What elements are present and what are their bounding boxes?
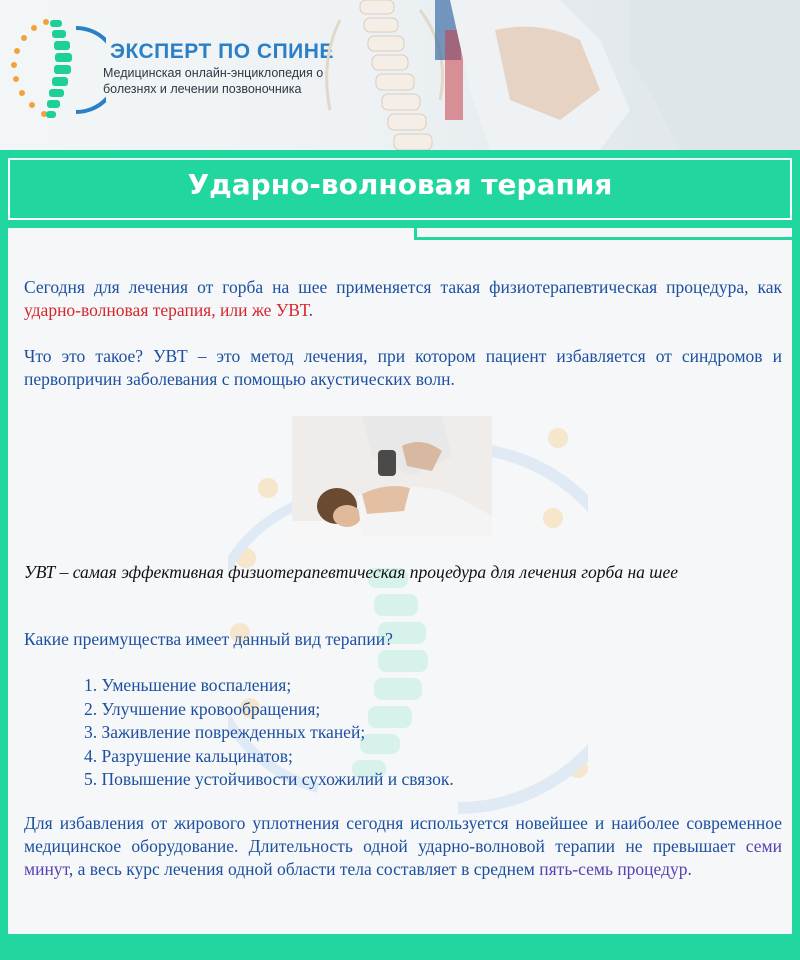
list-item: 5. Повышение устойчивости сухожилий и связок.: [84, 769, 454, 789]
list-item: 1. Уменьшение воспаления;: [84, 675, 292, 695]
duration-highlight: семи минут: [24, 836, 782, 879]
left-border: [0, 228, 8, 960]
closing-paragraph: [24, 812, 782, 881]
intro-end: .: [308, 300, 313, 320]
brand-subtitle: Медицинская онлайн-энциклопедия о болезнях и лечении позвоночника: [103, 66, 324, 96]
closing-text-2: , а весь курс лечения одной области тела составляет в среднем: [68, 859, 540, 879]
intro-paragraph: [24, 276, 782, 322]
list-item: 3. Заживление поврежденных тканей;: [84, 722, 366, 742]
page-title: Ударно-волновая терапия: [187, 168, 613, 201]
benefits-list: [84, 674, 684, 792]
list-item: 4. Разрушение кальцинатов;: [84, 745, 293, 766]
therapy-photo: [292, 416, 492, 549]
article-content: [8, 228, 792, 934]
closing-text-3: .: [687, 859, 692, 879]
closing-text-1: Для избавления от жирового уплотнения сегодня используется новейшее и наиболее современное медицинское оборудование. Длительность одной ударно-волновой терапии не превышает: [24, 813, 782, 856]
benefits-question: Какие преимущества имеет данный вид терапии?: [24, 629, 393, 649]
brand-title: ЭКСПЕРТ ПО СПИНЕ: [110, 40, 334, 63]
intro-text: Сегодня для лечения от горба на шее применяется такая физиотерапевтическая процедура, как: [24, 277, 782, 297]
list-item: 2. Улучшение кровообращения;: [84, 698, 321, 719]
accent-line: [414, 226, 792, 240]
course-highlight: пять-семь процедур: [539, 859, 688, 879]
right-border: [792, 228, 800, 960]
spine-logo-icon: [6, 14, 106, 124]
intro-highlight: ударно-волновая терапия, или же УВТ: [24, 300, 309, 320]
site-header: [0, 0, 800, 150]
shockwave-therapy-image: [292, 416, 492, 549]
spine-model-hands-image: [300, 0, 800, 150]
photo-caption: УВТ – самая эффективная физиотерапевтическая процедура для лечения горба на шее: [24, 562, 679, 582]
bottom-border: [0, 934, 800, 960]
definition-paragraph: Что это такое? УВТ – это метод лечения, при котором пациент избавляется от синдромов и первопричин заболевания с помощью акустических волн.: [24, 346, 782, 389]
